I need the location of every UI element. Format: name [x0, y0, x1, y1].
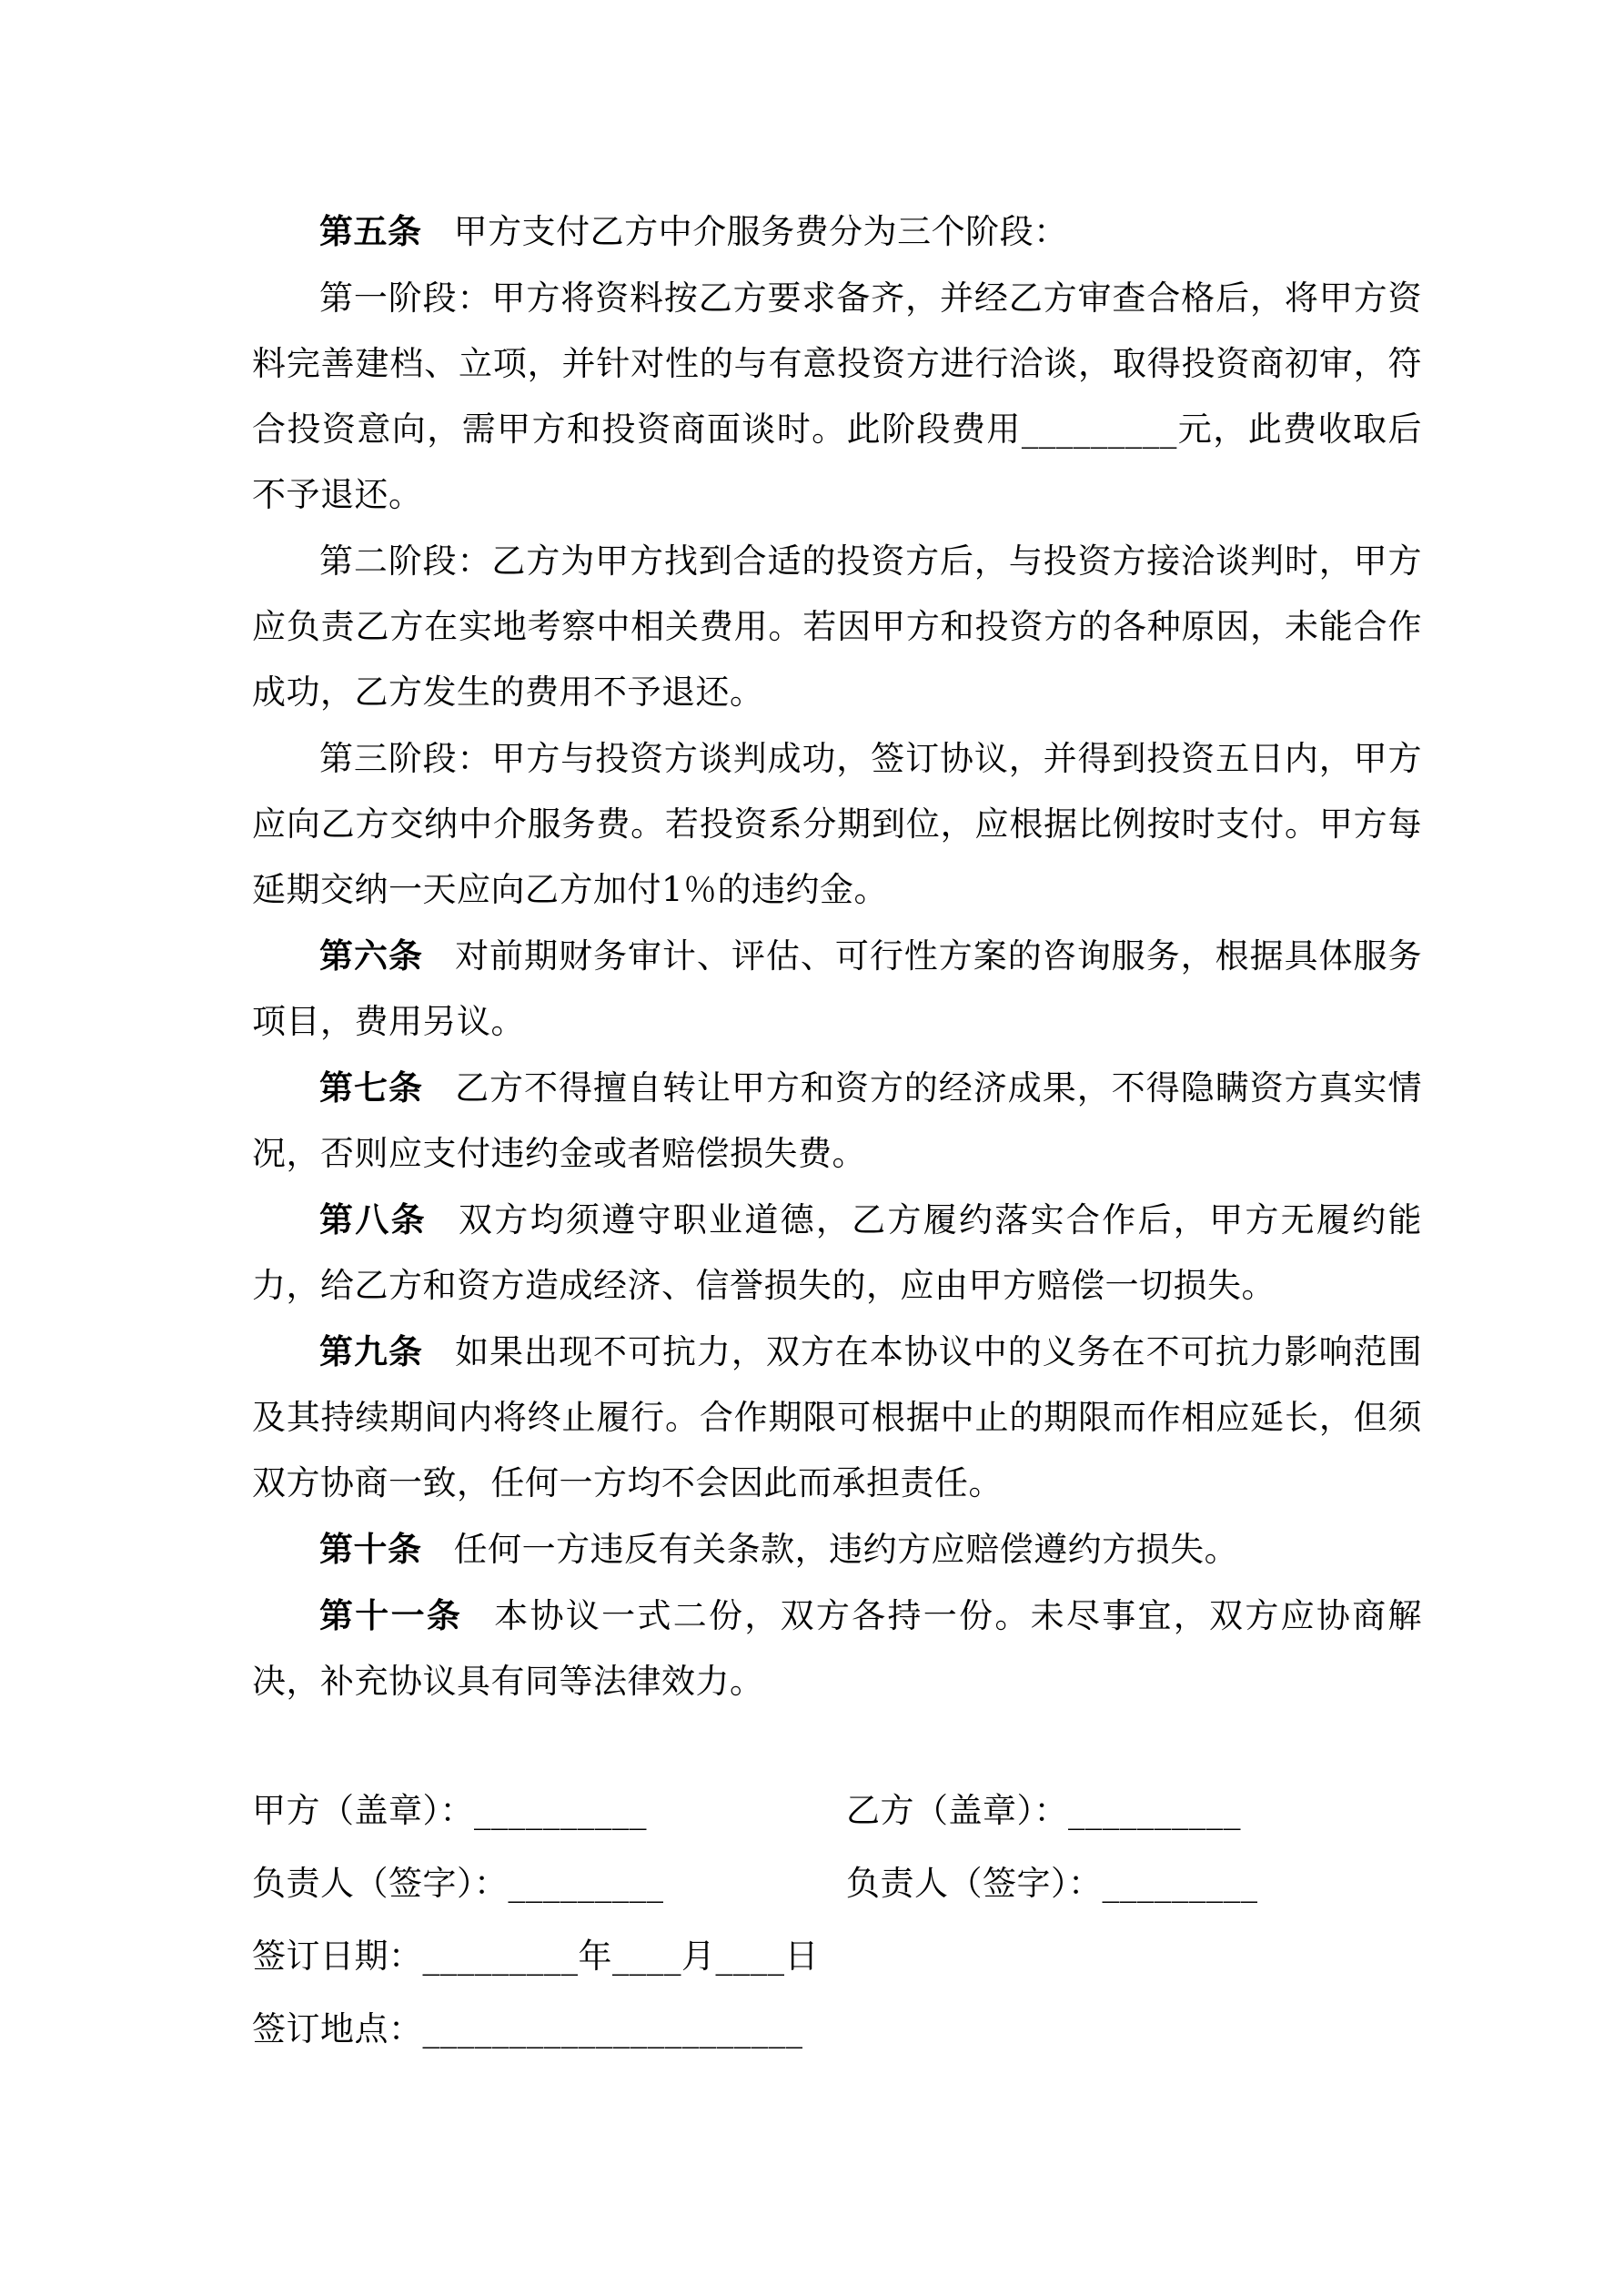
- signature-block: [252, 1778, 1422, 2062]
- clause-number: 第八条: [319, 1199, 427, 1239]
- clause-text: 如果出现不可抗力，双方在本协议中的义务在不可抗力影响范围及其持续期间内将终止履行。合作期限可根据中止的期限而作相应延长，但须双方协商一致，任何一方均不会因此而承担责任。: [252, 1332, 1422, 1502]
- paragraph-clause-11: [252, 1583, 1422, 1714]
- clause-number: 第十条: [319, 1529, 422, 1569]
- clause-text: 乙方不得擅自转让甲方和资方的经济成果，不得隐瞒资方真实情况，否则应支付违约金或者赔偿损失费。: [252, 1068, 1422, 1173]
- clause-text: 本协议一式二份，双方各持一份。未尽事宜，双方应协商解决，补充协议具有同等法律效力。: [252, 1596, 1423, 1701]
- clause-text: 第一阶段：甲方将资料按乙方要求备齐，并经乙方审查合格后，将甲方资料完善建档、立项，并针对性的与有意投资方进行洽谈，取得投资商初审，符合投资意向，需甲方和投资商面谈时。此阶段费用_________元，此费收取后不予退还。: [252, 278, 1422, 514]
- paragraph-stage-3: [252, 725, 1422, 923]
- clause-text: 对前期财务审计、评估、可行性方案的咨询服务，根据具体服务项目，费用另议。: [252, 936, 1422, 1041]
- clause-number: 第十一条: [319, 1595, 463, 1635]
- clause-text: 任何一方违反有关条款，违约方应赔偿遵约方损失。: [453, 1530, 1239, 1569]
- signature-row-date: [252, 1924, 1422, 1989]
- paragraph-stage-2: [252, 528, 1422, 725]
- clause-text: 双方均须遵守职业道德，乙方履约落实合作后，甲方无履约能力，给乙方和资方造成经济、信誉损失的，应由甲方赔偿一切损失。: [252, 1200, 1423, 1305]
- signature-row-place-right: [846, 1997, 1422, 2062]
- clause-number: 第九条: [319, 1331, 423, 1371]
- paragraph-clause-8: [252, 1187, 1422, 1319]
- clause-number: 第五条: [319, 211, 422, 251]
- paragraph-clause-6: [252, 923, 1422, 1055]
- paragraph-stage-1: [252, 265, 1422, 528]
- clause-text: 第三阶段：甲方与投资方谈判成功，签订协议，并得到投资五日内，甲方应向乙方交纳中介服务费。若投资系分期到位，应根据比例按时支付。甲方每延期交纳一天应向乙方加付1％的违约金。: [252, 739, 1422, 909]
- clause-text: 甲方支付乙方中介服务费分为三个阶段：: [453, 212, 1068, 251]
- signing-place-line: 签订地点：______________________: [252, 2009, 803, 2048]
- signature-row-date-right: [846, 1924, 1422, 1989]
- signature-row-signer: [252, 1851, 1422, 1917]
- signature-row-seal: [252, 1778, 1422, 1844]
- paragraph-clause-9: [252, 1319, 1422, 1516]
- paragraph-clause-5: [252, 198, 1422, 265]
- clause-number: 第六条: [319, 936, 423, 976]
- party-b-seal-line: 乙方（盖章）：__________: [846, 1791, 1241, 1830]
- paragraph-clause-10: [252, 1516, 1422, 1583]
- party-b-signer-line: 负责人（签字）：_________: [846, 1864, 1258, 1903]
- party-a-signer-line: 负责人（签字）：_________: [252, 1864, 664, 1903]
- clause-text: 第二阶段：乙方为甲方找到合适的投资方后，与投资方接洽谈判时，甲方应负责乙方在实地考察中相关费用。若因甲方和投资方的各种原因，未能合作成功，乙方发生的费用不予退还。: [252, 541, 1422, 712]
- paragraph-clause-7: [252, 1055, 1422, 1187]
- clause-number: 第七条: [319, 1067, 423, 1108]
- party-a-seal-line: 甲方（盖章）：__________: [252, 1791, 647, 1830]
- signature-row-place: [252, 1997, 1422, 2062]
- signing-date-line: 签订日期：_________年____月____日: [252, 1937, 819, 1976]
